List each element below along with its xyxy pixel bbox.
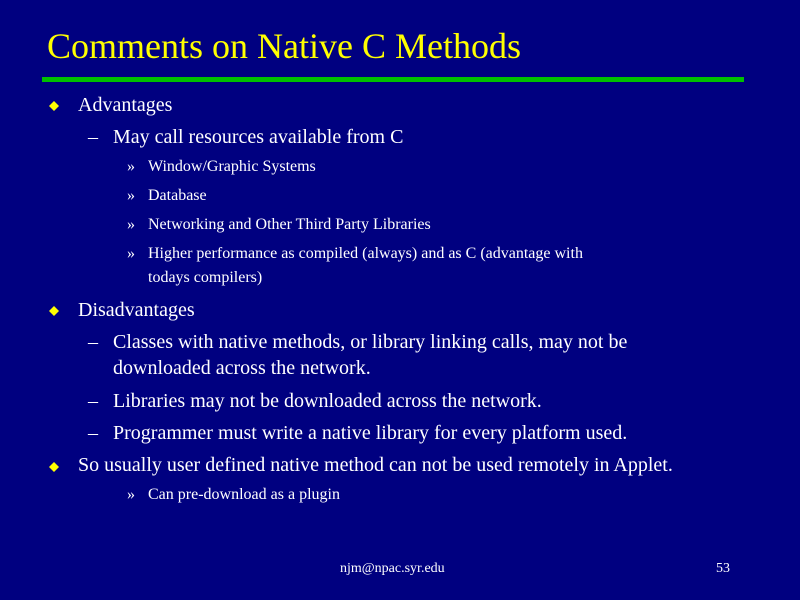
dash-bullet-icon: – — [88, 331, 98, 353]
raquo-bullet-icon: » — [127, 486, 135, 503]
disadvantages-heading: Disadvantages — [78, 299, 195, 321]
raquo-bullet-icon: » — [127, 158, 135, 175]
advantages-heading: Advantages — [78, 94, 173, 116]
title-rule — [42, 77, 744, 82]
raquo-bullet-icon: » — [127, 187, 135, 204]
conclusion-item: Can pre-download as a plugin — [148, 486, 340, 503]
diamond-bullet-icon — [49, 101, 57, 109]
dash-bullet-icon: – — [88, 126, 98, 148]
advantages-item: Window/Graphic Systems — [148, 158, 316, 175]
advantages-item-continuation: todays compilers) — [148, 269, 263, 286]
dash-bullet-icon: – — [88, 422, 98, 444]
advantages-item: Networking and Other Third Party Libraries — [148, 216, 431, 233]
conclusion-heading: So usually user defined native method can not be used remotely in Applet. — [78, 454, 673, 476]
footer-email: njm@npac.syr.edu — [340, 561, 445, 576]
slide-title: Comments on Native C Methods — [47, 26, 521, 66]
advantages-item: Higher performance as compiled (always) and as C (advantage with — [148, 245, 583, 262]
raquo-bullet-icon: » — [127, 216, 135, 233]
diamond-bullet-icon — [49, 306, 57, 314]
disadvantages-point: Programmer must write a native library for every platform used. — [113, 422, 628, 444]
disadvantages-point-continuation: downloaded across the network. — [113, 357, 371, 379]
dash-bullet-icon: – — [88, 390, 98, 412]
disadvantages-point: Classes with native methods, or library linking calls, may not be — [113, 331, 628, 353]
advantages-subpoint: May call resources available from C — [113, 126, 404, 148]
advantages-item: Database — [148, 187, 207, 204]
diamond-bullet-icon — [49, 462, 57, 470]
page-number: 53 — [716, 561, 730, 576]
raquo-bullet-icon: » — [127, 245, 135, 262]
disadvantages-point: Libraries may not be downloaded across the network. — [113, 390, 542, 412]
